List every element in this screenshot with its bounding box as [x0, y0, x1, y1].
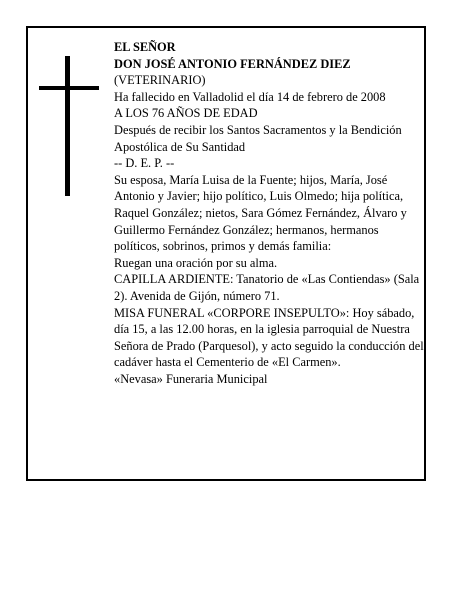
family-list: Su esposa, María Luisa de la Fuente; hijos, María, José Antonio y Javier; hijo político, Luis Olmedo; hija política, Raquel González; nietos, Sara Gómez Fernández, Álvaro y Guillermo Fernández González; hermanos, hermanos políticos, sobrinos, primos y demás familia:: [114, 172, 407, 254]
notice-salutation: EL SEÑOR: [114, 40, 176, 54]
deceased-profession: (VETERINARIO): [114, 73, 206, 88]
latin-cross-icon-crossbar: [39, 86, 99, 90]
funeral-mass-details: MISA FUNERAL «CORPORE INSEPULTO»: Hoy sábado, día 15, a las 12.00 horas, en la iglesia parroquial de Nuestra Señora de Prado (Parquesol), y acto seguido la conducción del cadáver hasta el Cementerio de «El Carmen».: [114, 305, 424, 370]
latin-cross-icon: [65, 56, 70, 196]
funeral-home: «Nevasa» Funeraria Municipal: [114, 371, 268, 386]
deceased-name: DON JOSÉ ANTONIO FERNÁNDEZ DIEZ: [114, 56, 351, 71]
prayer-request: Ruegan una oración por su alma.: [114, 255, 278, 270]
obituary-text-block: [114, 39, 426, 387]
chapel-details: CAPILLA ARDIENTE: Tanatorio de «Las Contiendas» (Sala 2). Avenida de Gijón, número 71.: [114, 272, 420, 303]
deceased-age: A LOS 76 AÑOS DE EDAD: [114, 106, 258, 121]
death-announcement: Ha fallecido en Valladolid el día 14 de febrero de 2008: [114, 89, 386, 104]
rest-in-peace-line: -- D. E. P. --: [114, 156, 175, 171]
sacraments-statement: Después de recibir los Santos Sacramentos y la Bendición Apostólica de Su Santidad: [114, 122, 402, 154]
